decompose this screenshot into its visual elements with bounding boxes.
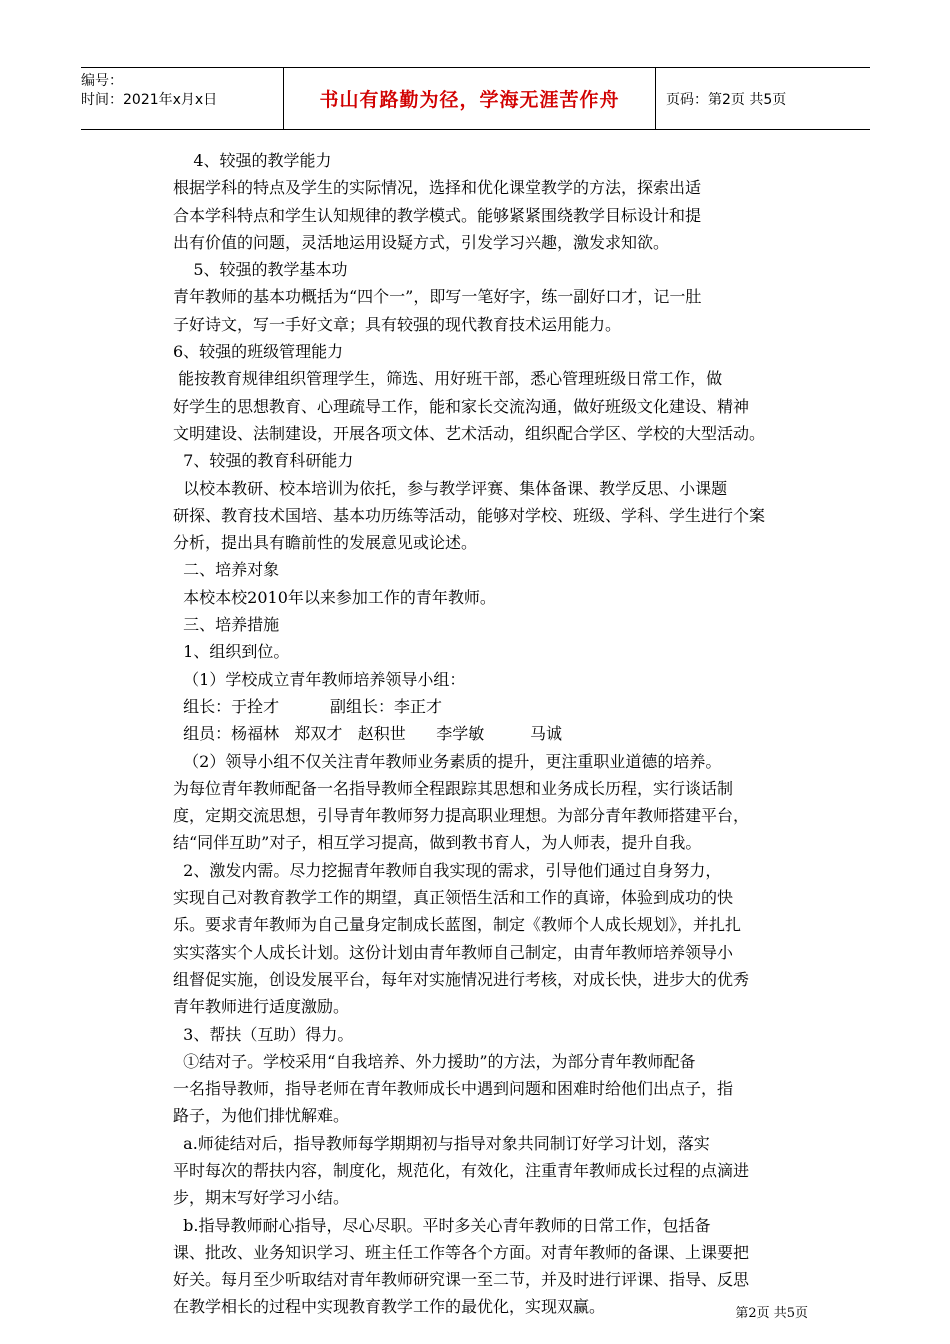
body-line: 实现自己对教育教学工作的期望，真正领悟生活和工作的真谛，体验到成功的快 [173,888,734,908]
body-line: 合本学科特点和学生认知规律的教学模式。能够紧紧围绕教学目标设计和提 [173,205,702,225]
body-line: 出有价值的问题，灵活地运用设疑方式，引发学习兴趣，激发求知欲。 [173,232,670,252]
body-line: 7、较强的教育科研能力 [173,451,354,471]
body-line: 文明建设、法制建设，开展各项文体、艺术活动，组织配合学区、学校的大型活动。 [173,423,766,443]
body-line: 好关。每月至少听取结对青年教师研究课一至二节，并及时进行评课、指导、反思 [173,1270,750,1290]
page-footer: 第2页 共5页 [735,1306,808,1321]
body-line: 课、批改、业务知识学习、班主任工作等各个方面。对青年教师的备课、上课要把 [173,1242,750,1262]
body-line: 1、组织到位。 [173,642,290,662]
body-line: ①结对子。学校采用“自我培养、外力援助”的方法，为部分青年教师配备 [173,1051,696,1071]
body-line: 6、较强的班级管理能力 [173,342,344,362]
body-line: 青年教师进行适度激励。 [173,997,350,1017]
document-time-label: 时间：2021年x月x日 [81,92,218,108]
body-line: （1）学校成立青年教师培养领导小组： [173,669,466,689]
body-line: 根据学科的特点及学生的实际情况，选择和优化课堂教学的方法，探索出适 [173,178,702,198]
body-line: 步，期末写好学习小结。 [173,1188,350,1208]
body-line: 路子，为他们排忧解难。 [173,1106,350,1126]
header-motto-cell [284,68,656,129]
body-line: 青年教师的基本功概括为“四个一”，即写一笔好字，练一副好口才，记一肚 [173,287,702,307]
body-line: 一名指导教师，指导老师在青年教师成长中遇到问题和困难时给他们出点子，指 [173,1079,734,1099]
header-page-number: 页码：第2页 共5页 [666,91,787,108]
body-line: 好学生的思想教育、心理疏导工作，能和家长交流沟通，做好班级文化建设、精神 [173,396,750,416]
body-line: 组长：于拴才 副组长：李正才 [173,696,443,716]
body-line: 为每位青年教师配备一名指导教师全程跟踪其思想和业务成长历程，实行谈话制 [173,778,734,798]
body-line: 2、激发内需。尽力挖掘青年教师自我实现的需求，引导他们通过自身努力， [173,860,722,880]
body-line: 本校本校2010年以来参加工作的青年教师。 [173,587,496,607]
body-line: 三、培养措施 [173,615,280,635]
body-line: a.师徒结对后，指导教师每学期期初与指导对象共同制订好学习计划，落实 [173,1133,710,1153]
body-line: 实实落实个人成长计划。这份计划由青年教师自己制定，由青年教师培养领导小 [173,942,734,962]
body-line: 研探、教育技术国培、基本功历练等活动，能够对学校、班级、学科、学生进行个案 [173,505,766,525]
document-body [173,147,813,1321]
body-line: 平时每次的帮扶内容，制度化，规范化，有效化，注重青年教师成长过程的点滴进 [173,1160,750,1180]
body-line: （2）领导小组不仅关注青年教师业务素质的提升，更注重职业道德的培养。 [173,751,722,771]
body-line: 在教学相长的过程中实现教育教学工作的最优化，实现双赢。 [173,1297,606,1317]
header-info-cell [81,68,284,129]
body-line: 以校本教研、校本培训为依托，参与教学评赛、集体备课、教学反思、小课题 [173,478,728,498]
body-line: 4、较强的教学能力 [173,151,332,170]
body-line: 分析，提出具有瞻前性的发展意见或论述。 [173,533,478,553]
body-line: 结“同伴互助”对子，相互学习提高，做到教书育人，为人师表，提升自我。 [173,833,702,853]
body-line: 二、培养对象 [173,560,280,580]
body-line: 组督促实施，创设发展平台，每年对实施情况进行考核，对成长快，进步大的优秀 [173,969,750,989]
body-line: 3、帮扶（互助）得力。 [173,1024,354,1044]
body-line: 组员：杨福林 郑双才 赵积世 李学敏 马诚 [173,724,562,744]
body-line: 5、较强的教学基本功 [173,260,348,280]
document-number-label: 编号： [81,73,123,89]
header-motto: 书山有路勤为径，学海无涯苦作舟 [319,89,620,111]
page-header [81,67,870,130]
header-page-cell [656,68,870,129]
body-line: 乐。要求青年教师为自己量身定制成长蓝图，制定《教师个人成长规划》，并扎扎 [173,915,742,935]
body-line: 子好诗文，写一手好文章；具有较强的现代教育技术运用能力。 [173,314,622,334]
body-line: b.指导教师耐心指导，尽心尽职。平时多关心青年教师的日常工作，包括备 [173,1215,711,1235]
body-line: 度，定期交流思想，引导青年教师努力提高职业理想。为部分青年教师搭建平台， [173,806,750,826]
body-line: 能按教育规律组织管理学生，筛选、用好班干部，悉心管理班级日常工作，做 [173,369,723,389]
